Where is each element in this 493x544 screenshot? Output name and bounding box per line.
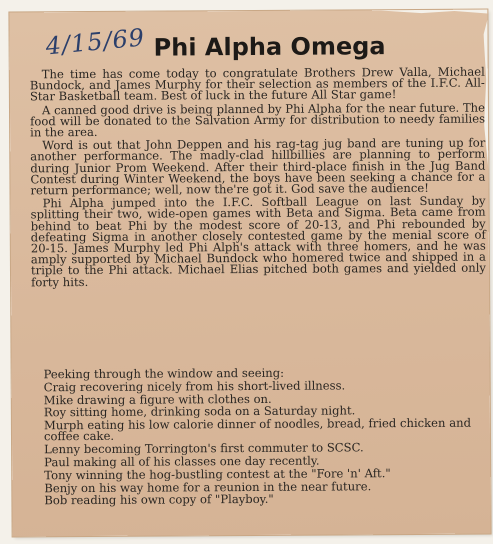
list-item: Mike drawing a figure with clothes on. (43, 391, 272, 407)
paragraph-all-star: The time has come today to congratulate Brothers Drew Valla, Michael Bundock, and James Murphy for their selection as members of the I.F.C. All-Star Basketball team. Best of luck in the future All Star game! (29, 64, 485, 104)
list-item: Lenny becoming Torrington's first commuter to SCSC. (44, 440, 364, 457)
list-intro: Peeking through the window and seeing: (43, 365, 285, 382)
newspaper-clipping (9, 10, 490, 537)
paragraph-softball: Phi Alpha jumped into the I.F.C. Softball League on last Sunday by splitting their two, wide-open games with Beta and Sigma. Beta came from behind to beat Phi by the modest score of 20-13, and Phi rebounded by defeating Sigma in another closely contested game by the menial score of 20-15. James Murphy led Phi Alph's attack with three homers, and he was amply supported by Michael Bundock who homered twice and shipped in a triple to the Phi attack. Michael Elias pitched both games and yielded only forty hits. (30, 193, 487, 289)
clipping-header (9, 24, 487, 67)
article-title: Phi Alpha Omega (153, 32, 386, 62)
list-item: Paul making all of his classes one day recently. (44, 453, 320, 470)
paragraph-jug-band: Word is out that John Deppen and his rag-tag jug band are tuning up for another performance. The madly-clad hillbillies are planning to perform during Junior Prom Weekend. After their third-place finish in the Jug Band Contest during Winter Weekend, the boys have been seeking a chance for a return performance; well, now the're got it. God save the audience! (30, 135, 486, 198)
list-item: Roy sitting home, drinking soda on a Saturday night. (43, 403, 356, 420)
list-item: Bob reading his own copy of "Playboy." (44, 492, 274, 508)
handwritten-date: 4/15/69 (44, 23, 147, 61)
paragraph-canned-drive: A canned good drive is being planned by Phi Alpha for the near future. The food will be donated to the Salvation Army for distribution to needy families in the area. (30, 100, 486, 140)
article-body (29, 64, 487, 291)
torn-edge-top-right (377, 10, 487, 15)
list-item: Craig recovering nicely from his short-lived illness. (43, 378, 346, 395)
list-item: Benjy on his way home for a reunion in the near future. (44, 478, 372, 495)
peeking-list (44, 367, 490, 509)
list-item: Tony winning the hog-bustling contest at the "Fore 'n' Aft." (44, 465, 391, 483)
list-item: Murph eating his low calorie dinner of noodles, bread, fried chicken and coffee cake. (43, 415, 472, 444)
